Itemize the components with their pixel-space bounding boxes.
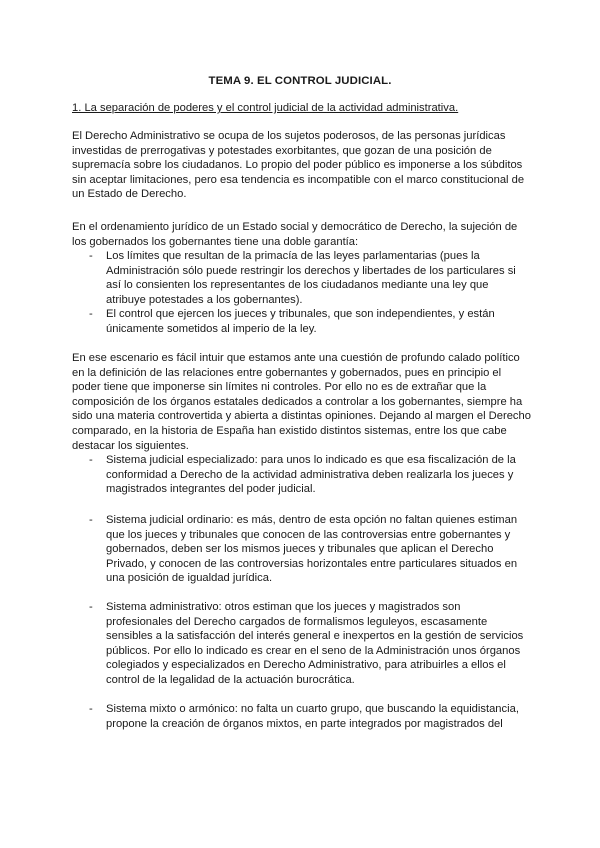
paragraph-line: en la definición de las relaciones entre gobernantes y gobernados, pues en principio el: [72, 366, 502, 379]
paragraph-line: sido una materia controvertida y abierta a distintas opiniones. Dejando al margen el Derecho: [72, 410, 531, 423]
list-item-line: Sistema judicial especializado: para unos lo indicado es que esa fiscalización de la: [106, 454, 516, 466]
systems-list-item-administrative: [72, 600, 528, 688]
list-item-line: Administración sólo puede restringir los derechos y libertades de los particulares si: [106, 264, 516, 277]
paragraph-line: El Derecho Administrativo se ocupa de los sujetos poderosos, de las personas jurídicas: [72, 130, 506, 142]
section-heading: 1. La separación de poderes y el control judicial de la actividad administrativa.: [72, 102, 459, 114]
list-item-line: Privado, y conocen de las controversias horizontales entre particulares situados en: [106, 557, 518, 570]
list-item-line: únicamente sometidos al imperio de la ley.: [106, 322, 317, 335]
list-item-line: atribuye potestades a los gobernantes).: [106, 293, 303, 306]
list-item-line: una posición de igualdad jurídica.: [106, 572, 273, 585]
list-item-line: conformidad a Derecho de la actividad administrativa deben realizarla los jueces y: [106, 468, 514, 481]
paragraph-systems: [72, 351, 531, 453]
list-bullet: -: [89, 703, 93, 715]
list-item-line: colegiados y especializados en Derecho Administrativo, para atribuirles a ellos el: [106, 659, 506, 672]
list-item-line: públicos. Por ello lo indicado es crear en el seno de la Administración unos órganos: [106, 644, 521, 657]
paragraph-guarantees: [72, 220, 528, 249]
list-item-line: propone la creación de órganos mixtos, en parte integrados por magistrados del: [106, 717, 503, 730]
list-bullet: -: [89, 514, 93, 526]
list-item-line: El control que ejercen los jueces y tribunales, que son independientes, y están: [106, 308, 495, 321]
systems-list-item-specialized: [72, 453, 528, 497]
list-item-line: profesionales del Derecho cargados de formalismos leguleyos, escasamente: [106, 615, 488, 628]
document-title: TEMA 9. EL CONTROL JUDICIAL.: [208, 75, 392, 87]
systems-list-item-mixed: [72, 702, 528, 731]
paragraph-intro: [72, 129, 528, 202]
list-item-line: que los jueces y tribunales que conocen de las controversias entre gobernantes y: [106, 528, 511, 541]
paragraph-line: En ese escenario es fácil intuir que estamos ante una cuestión de profundo calado político: [72, 352, 520, 364]
paragraph-line: composición de los órganos estatales dedicados a controlar a los gobernantes, siempre ha: [72, 395, 523, 408]
paragraph-line: investidas de prerrogativas y potestades exorbitantes, que gozan de una posición de: [72, 144, 492, 157]
list-item: [72, 249, 528, 307]
list-item-line: Sistema mixto o armónico: no falta un cuarto grupo, que buscando la equidistancia,: [106, 703, 519, 715]
list-bullet: -: [89, 601, 93, 613]
paragraph-line: En el ordenamiento jurídico de un Estado social y democrático de Derecho, la sujeción de: [72, 221, 518, 233]
paragraph-line: destacar los siguientes.: [72, 439, 189, 452]
list-item: [72, 702, 528, 731]
guarantees-list: [72, 249, 528, 337]
list-item: [72, 307, 528, 336]
list-bullet: -: [89, 250, 93, 262]
paragraph-line: poder tiene que imponerse sin límites ni controles. Por ello no es de extrañar que la: [72, 381, 487, 394]
list-item-line: sensibles a la satisfacción del interés general e inexpertos en la gestión de servicios: [106, 630, 524, 643]
list-item-line: magistrados integrantes del poder judicial.: [106, 483, 316, 496]
list-item-line: Sistema judicial ordinario: es más, dentro de esta opción no faltan quienes estiman: [106, 514, 518, 526]
list-item: [72, 513, 528, 586]
list-item-line: gobernados, deben ser los mismos jueces y tribunales que aplican el Derecho: [106, 543, 494, 556]
list-bullet: -: [89, 308, 93, 321]
list-item: [72, 453, 528, 497]
list-item-line: así lo consienten los representantes de los ciudadanos mediante una ley que: [106, 279, 489, 292]
paragraph-line: sin aceptar limitaciones, pero esa tendencia es incompatible con el marco constitucional de: [72, 173, 525, 186]
paragraph-line: supremacía sobre los ciudadanos. Lo propio del poder público es imponerse a los súbditos: [72, 159, 523, 172]
paragraph-line: un Estado de Derecho.: [72, 188, 187, 201]
systems-list-item-ordinary: [72, 513, 528, 586]
list-bullet: -: [89, 454, 93, 466]
paragraph-line: los gobernados los gobernantes tiene una doble garantía:: [72, 235, 359, 248]
list-item-line: Sistema administrativo: otros estiman que los jueces y magistrados son: [106, 601, 461, 613]
list-item: [72, 600, 528, 688]
list-item-line: Los límites que resultan de la primacía de las leyes parlamentarias (pues la: [106, 250, 480, 262]
paragraph-line: comparado, en la historia de España han existido distintos sistemas, entre los que cabe: [72, 424, 507, 437]
list-item-line: control de la legalidad de la actuación burocrática.: [106, 673, 355, 686]
